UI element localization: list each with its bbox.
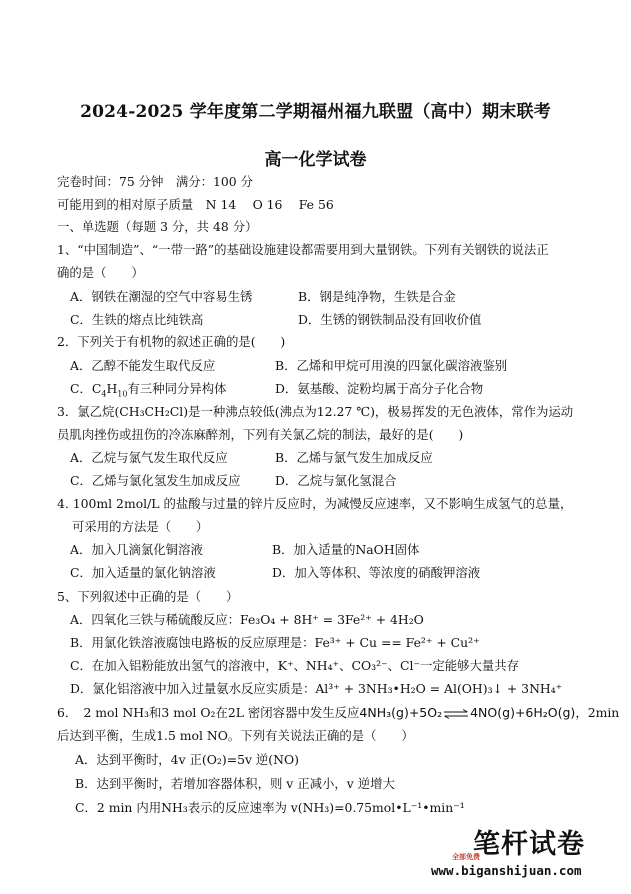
q6-option-b: B．达到平衡时，若增加容器体积，则 v 正减小，v 逆增大 xyxy=(75,776,395,791)
q1-option-a: A．钢铁在潮湿的空气中容易生锈 xyxy=(70,289,253,304)
exam-subtitle: 高一化学试卷 xyxy=(264,150,367,170)
q5-option-b: B．用氯化铁溶液腐蚀电路板的反应原理是：Fe³⁺ + Cu == Fe²⁺ + Cu²⁺ xyxy=(70,635,480,650)
q4-stem-line1: 4. 100ml 2mol/L 的盐酸与过量的锌片反应时，为减慢反应速率，又不影响生成氢气的总量， xyxy=(57,496,573,511)
watermark-tag: 全部免费 xyxy=(452,853,480,861)
q6-option-a: A．达到平衡时，4v 正(O₂)=5v 逆(NO) xyxy=(75,752,299,767)
q1-stem-line1: 1、“中国制造”、“一带一路”的基础设施建设都需要用到大量钢铁。下列有关钢铁的说法正 xyxy=(57,242,549,257)
q3-option-b: B．乙烯与氯气发生加成反应 xyxy=(275,450,433,465)
q3-stem-line1: 3．氯乙烷(CH₃CH₂Cl)是一种沸点较低(沸点为12.27 ℃)，极易挥发的无色液体，常作为运动 xyxy=(57,404,574,419)
q1-option-d: D．生锈的钢铁制品没有回收价值 xyxy=(298,312,482,327)
q2-option-d: D．氨基酸、淀粉均属于高分子化合物 xyxy=(275,381,484,396)
section-heading: 一、单选题（每题 3 分，共 48 分） xyxy=(57,219,258,234)
q5-stem: 5、下列叙述中正确的是（ ） xyxy=(57,589,239,604)
watermark-brand: 笔杆试卷 xyxy=(473,829,585,860)
q2-option-a: A．乙醇不能发生取代反应 xyxy=(70,358,216,373)
q6-stem-line1: 6． 2 mol NH₃和3 mol O₂在2L 密闭容器中发生反应4NH₃(g)+5O₂ 4NO(g)+6H₂O(g)，2min xyxy=(57,705,620,720)
exam-title: 2024-2025 学年度第二学期福州福九联盟（高中）期末联考 xyxy=(80,102,551,122)
q2-stem: 2．下列关于有机物的叙述正确的是( ) xyxy=(57,334,286,349)
q1-option-c: C．生铁的熔点比纯铁高 xyxy=(70,312,204,327)
q1-option-b: B．钢是纯净物，生铁是合金 xyxy=(298,289,456,304)
q4-option-b: B．加入适量的NaOH固体 xyxy=(272,542,420,557)
q1-stem-line2: 确的是（ ） xyxy=(57,265,144,280)
q4-option-d: D．加入等体积、等浓度的硝酸钾溶液 xyxy=(272,565,481,580)
q5-option-a: A．四氧化三铁与稀硫酸反应：Fe₃O₄ + 8H⁺ = 3Fe²⁺ + 4H₂O xyxy=(70,612,424,627)
q3-option-c: C．乙烯与氯化氢发生加成反应 xyxy=(70,473,241,488)
q6-reaction-left: 4NH₃(g)+5O₂ xyxy=(359,705,443,720)
q4-stem-line2: 可采用的方法是（ ） xyxy=(72,519,209,534)
atomic-masses-line: 可能用到的相对原子质量 N 14 O 16 Fe 56 xyxy=(57,197,334,212)
q3-stem-line2: 员肌肉挫伤或扭伤的冷冻麻醉剂，下列有关氯乙烷的制法，最好的是( ) xyxy=(57,427,464,442)
q3-option-d: D．乙烷与氯化氢混合 xyxy=(275,473,397,488)
q4-option-c: C．加入适量的氯化钠溶液 xyxy=(70,565,216,580)
q4-option-a: A．加入几滴氯化铜溶液 xyxy=(70,542,203,557)
exam-time-line: 完卷时间：75 分钟 满分：100 分 xyxy=(57,174,253,189)
q6-stem-line2: 后达到平衡，生成1.5 mol NO。下列有关说法正确的是（ ） xyxy=(57,728,414,743)
q5-option-c: C．在加入铝粉能放出氢气的溶液中，K⁺、NH₄⁺、CO₃²⁻、Cl⁻一定能够大量共存 xyxy=(70,658,520,673)
q2-option-b: B．乙烯和甲烷可用溴的四氯化碳溶液鉴别 xyxy=(275,358,508,373)
q3-option-a: A．乙烷与氯气发生取代反应 xyxy=(70,450,228,465)
q2-option-c: C．$C_4H_{10}$有三种同分异构体 xyxy=(70,381,227,399)
equilibrium-arrow-icon xyxy=(443,709,469,719)
q5-option-d: D．氯化铝溶液中加入过量氨水反应实质是：Al³⁺ + 3NH₃•H₂O = Al(OH)₃↓ + 3NH₄⁺ xyxy=(70,681,563,696)
q6-option-c: C．2 min 内用NH₃表示的反应速率为 v(NH₃)=0.75mol•L⁻¹•min⁻¹ xyxy=(75,800,465,815)
q6-reaction-right: 4NO(g)+6H₂O(g) xyxy=(470,705,576,720)
watermark-url: www.biganshijuan.com xyxy=(431,863,582,878)
